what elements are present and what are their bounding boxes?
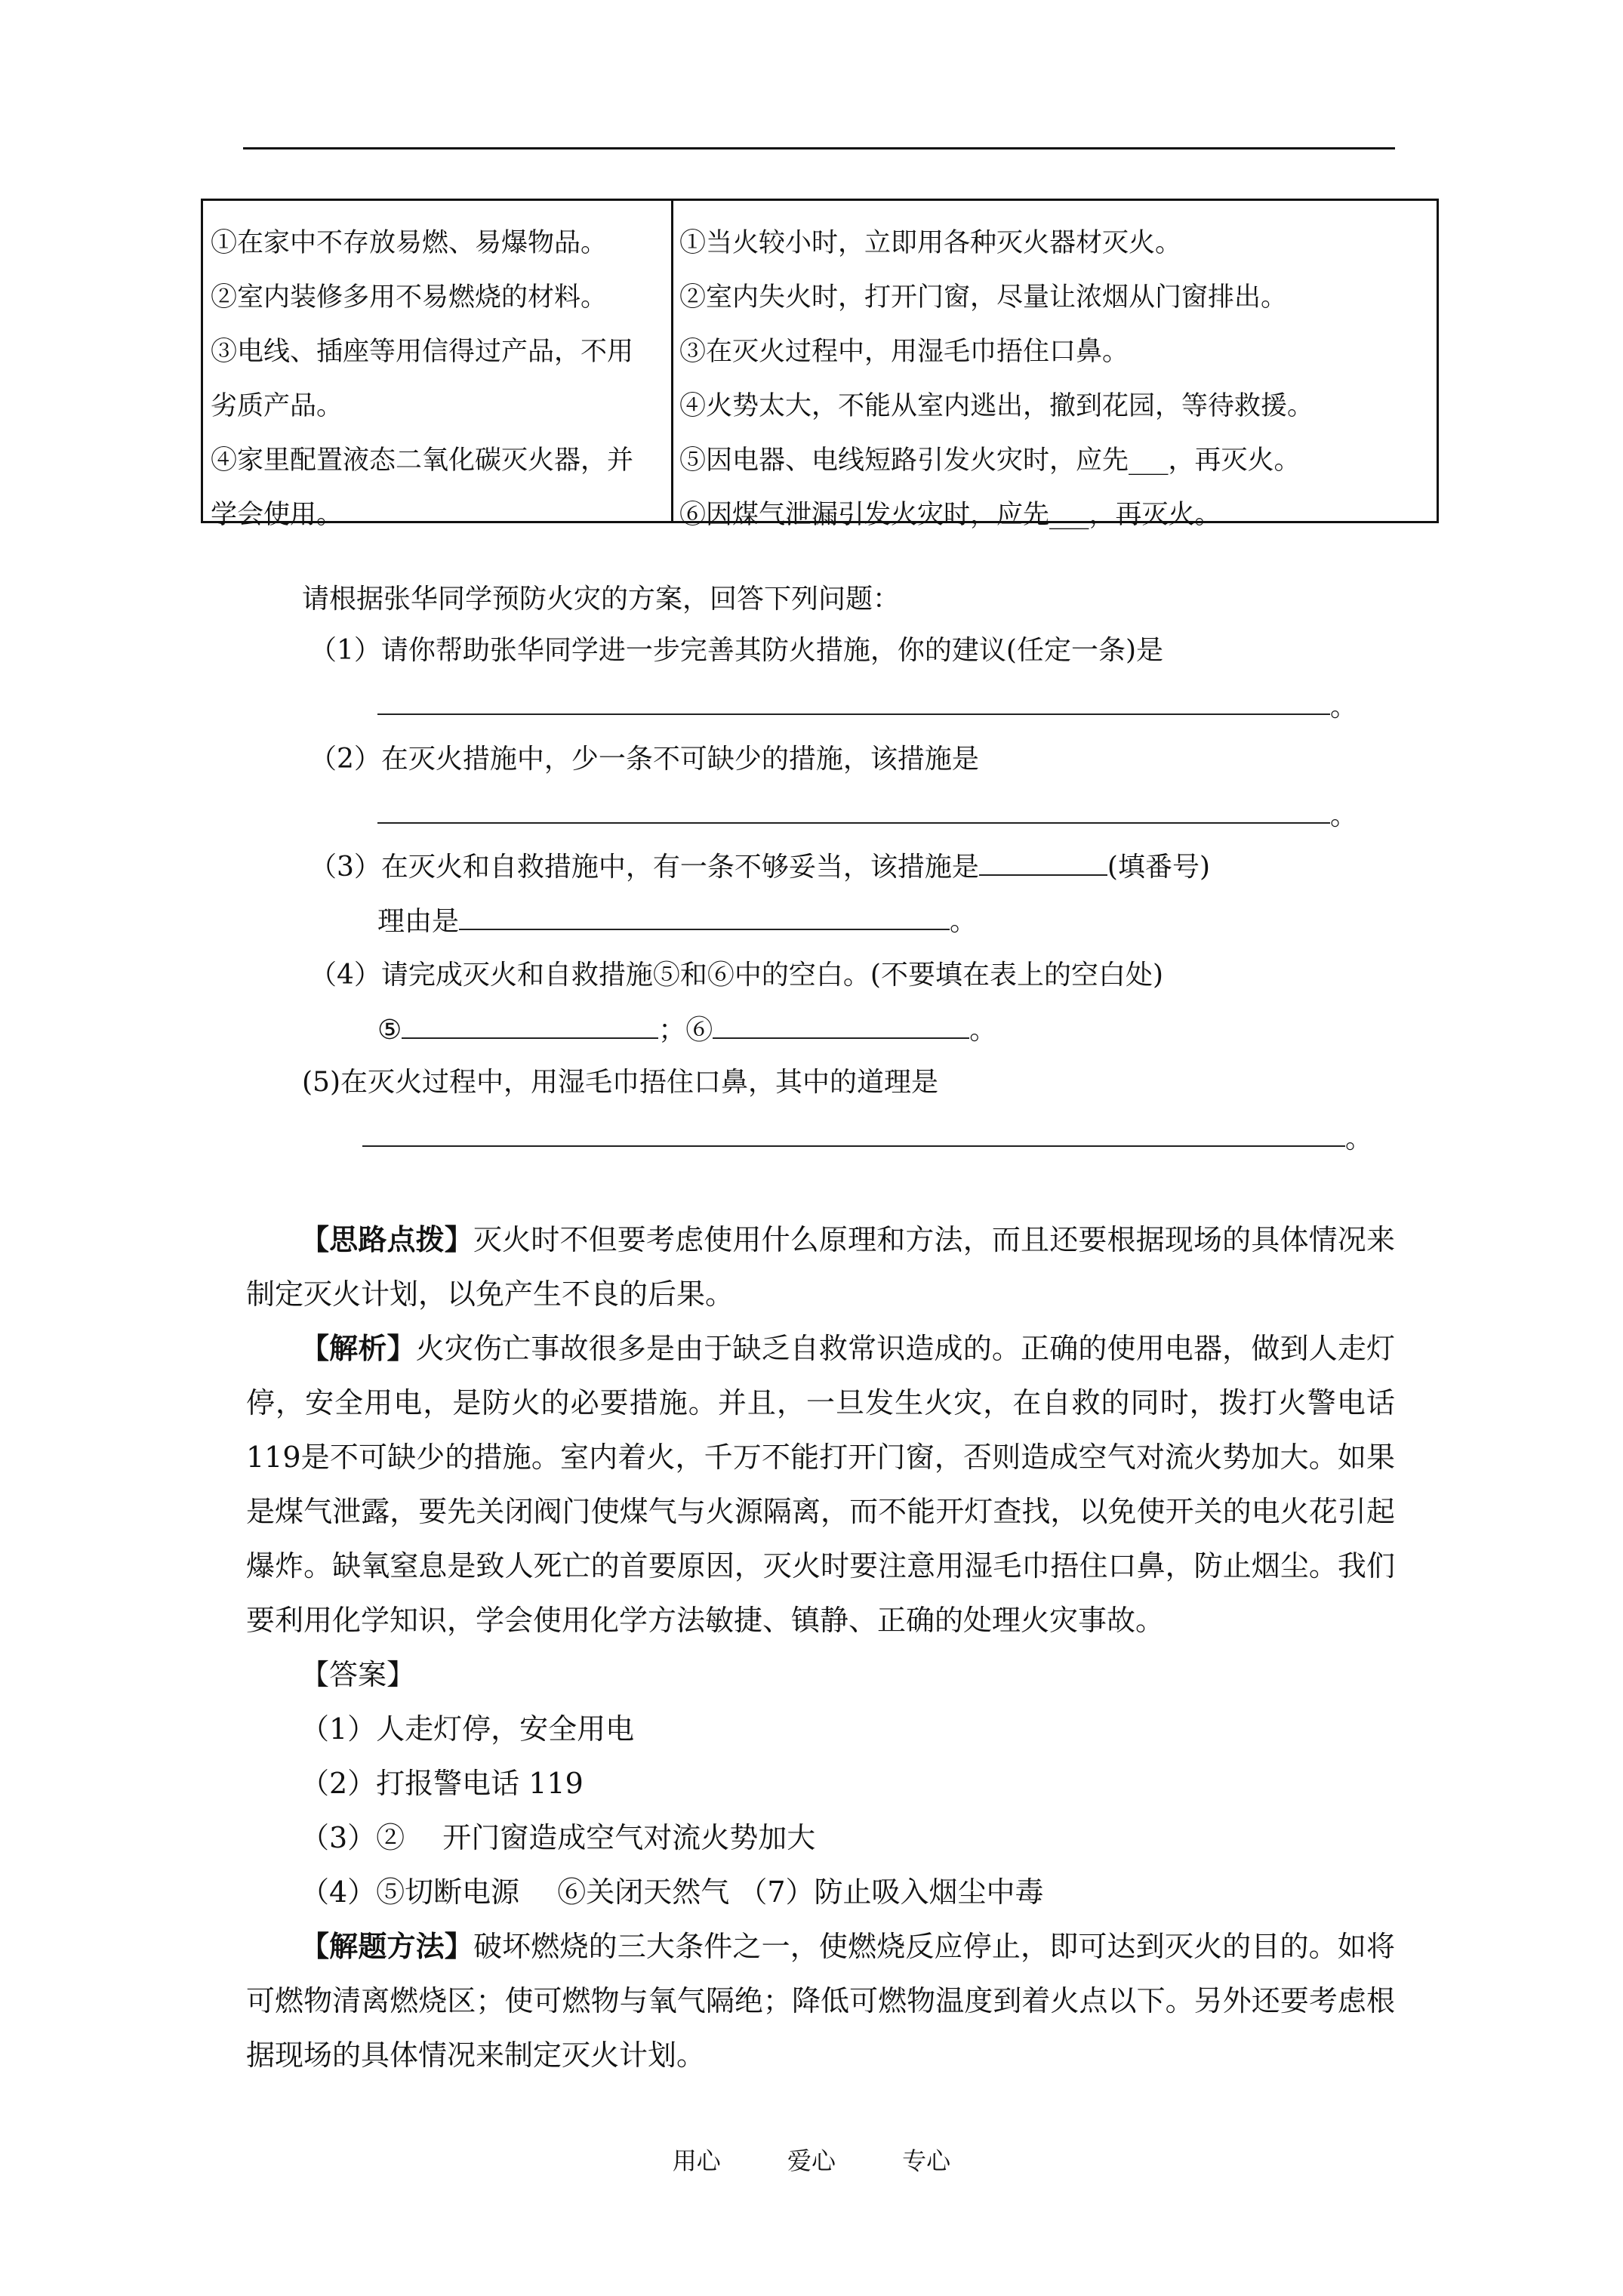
prevention-column xyxy=(203,201,673,530)
end-mark: 。 xyxy=(969,1015,997,1046)
footer-word: 用心 xyxy=(672,2147,721,2175)
end-mark: 。 xyxy=(950,906,978,937)
hint-text: 灭火时不但要考虑使用什么原理和方法，而且还要根据现场的具体情况来制定灭火计划，以免产生不良的后果。 xyxy=(246,1223,1395,1311)
method-label: 【解题方法】 xyxy=(300,1929,473,1963)
answer-label: 【答案】 xyxy=(300,1658,416,1691)
answer-line: （4）⑤切断电源 ⑥关闭天然气 （7）防止吸入烟尘中毒 xyxy=(300,1875,1044,1909)
question-4: （4）请完成灭火和自救措施⑤和⑥中的空白。(不要填在表上的空白处) xyxy=(310,960,1163,991)
hint-label: 【思路点拨】 xyxy=(300,1222,473,1256)
question-2: （2）在灭火措施中，少一条不可缺少的措施，该措施是 xyxy=(310,744,979,775)
prevention-line: ④家里配置液态二氧化碳灭火器，并 xyxy=(211,445,634,476)
answer-blank-4-5[interactable] xyxy=(402,1012,658,1039)
firefighting-line: ②室内失火时，打开门窗，尽量让浓烟从门窗排出。 xyxy=(679,282,1288,313)
footer-word: 爱心 xyxy=(787,2147,836,2175)
firefighting-column xyxy=(673,201,1437,530)
question-3 xyxy=(310,849,1210,886)
firefighting-line: ④火势太大，不能从室内逃出，撤到花园，等待救援。 xyxy=(679,391,1314,421)
question-4-blanks xyxy=(377,1012,996,1049)
header-rule xyxy=(243,147,1395,149)
method-text: 破坏燃烧的三大条件之一，使燃烧反应停止，即可达到灭火的目的。如将可燃物清离燃烧区；使可燃物与氧气隔绝；降低可燃物温度到着火点以下。另外还要考虑根据现场的具体情况来制定灭火计划。 xyxy=(246,1930,1395,2072)
prevention-line: ②室内装修多用不易燃烧的材料。 xyxy=(211,282,608,313)
prevention-line: ③电线、插座等用信得过产品，不用 xyxy=(211,337,634,367)
analysis-paragraph xyxy=(246,1321,1395,1647)
question-1: （1）请你帮助张华同学进一步完善其防火措施，你的建议(任定一条)是 xyxy=(310,635,1163,666)
answer-blank-5[interactable] xyxy=(362,1145,1345,1147)
method-paragraph xyxy=(246,1919,1395,2082)
answer-line: （2）打报警电话 119 xyxy=(300,1767,584,1800)
question-3-suffix: (填番号) xyxy=(1107,852,1210,883)
hint-paragraph xyxy=(246,1213,1395,1321)
end-mark: 。 xyxy=(1330,692,1358,723)
questions-intro: 请根据张华同学预防火灾的方案，回答下列问题： xyxy=(302,584,901,615)
analysis-text: 火灾伤亡事故很多是由于缺乏自救常识造成的。正确的使用电器，做到人走灯停，安全用电，是防火的必要措施。并且，一旦发生火灾，在自救的同时，拨打火警电话119是不可缺少的措施。室内着火，千万不能打开门窗，否则造成空气对流火势加大。如果是煤气泄露，要先关闭阀门使煤气与火源隔离，而不能开灯查找，以免使开关的电火花引起爆炸。缺氧窒息是致人死亡的首要原因，灭火时要注意用湿毛巾捂住口鼻，防止烟尘。我们要利用化学知识，学会使用化学方法敏捷、镇静、正确的处理火灾事故。 xyxy=(246,1332,1395,1637)
page-footer xyxy=(0,2142,1623,2177)
firefighting-line: ⑥因煤气泄漏引发火灾时，应先___，再灭火。 xyxy=(679,500,1221,530)
blank-5-label: ⑤ xyxy=(377,1015,402,1046)
prevention-line: 学会使用。 xyxy=(211,500,343,530)
firefighting-line: ③在灭火过程中，用湿毛巾捂住口鼻。 xyxy=(679,337,1129,367)
fire-measures-table xyxy=(201,199,1439,530)
answer-blank-3-number[interactable] xyxy=(979,849,1107,876)
question-5: (5)在灭火过程中，用湿毛巾捂住口鼻，其中的道理是 xyxy=(302,1067,938,1098)
answer-blank-2[interactable] xyxy=(377,822,1330,824)
analysis-label: 【解析】 xyxy=(300,1331,416,1365)
answer-blank-4-6[interactable] xyxy=(713,1012,969,1039)
answer-blank-3-reason[interactable] xyxy=(459,903,950,930)
prevention-line: 劣质产品。 xyxy=(211,391,343,421)
firefighting-line: ⑤因电器、电线短路引发火灾时，应先___，再灭火。 xyxy=(679,445,1301,476)
end-mark: 。 xyxy=(1330,800,1358,831)
blank-6-label: ；⑥ xyxy=(658,1015,713,1046)
footer-word: 专心 xyxy=(902,2147,951,2175)
question-3-reason xyxy=(377,903,977,940)
question-3-text: （3）在灭火和自救措施中，有一条不够妥当，该措施是 xyxy=(310,852,979,883)
reason-label: 理由是 xyxy=(377,906,460,937)
end-mark: 。 xyxy=(1345,1123,1373,1154)
firefighting-line: ①当火较小时，立即用各种灭火器材灭火。 xyxy=(679,228,1182,258)
prevention-line: ①在家中不存放易燃、易爆物品。 xyxy=(211,228,608,258)
answer-blank-1[interactable] xyxy=(377,713,1330,715)
answer-line: （3）② 开门窗造成空气对流火势加大 xyxy=(300,1821,816,1854)
answer-line: （1）人走灯停，安全用电 xyxy=(300,1712,635,1746)
